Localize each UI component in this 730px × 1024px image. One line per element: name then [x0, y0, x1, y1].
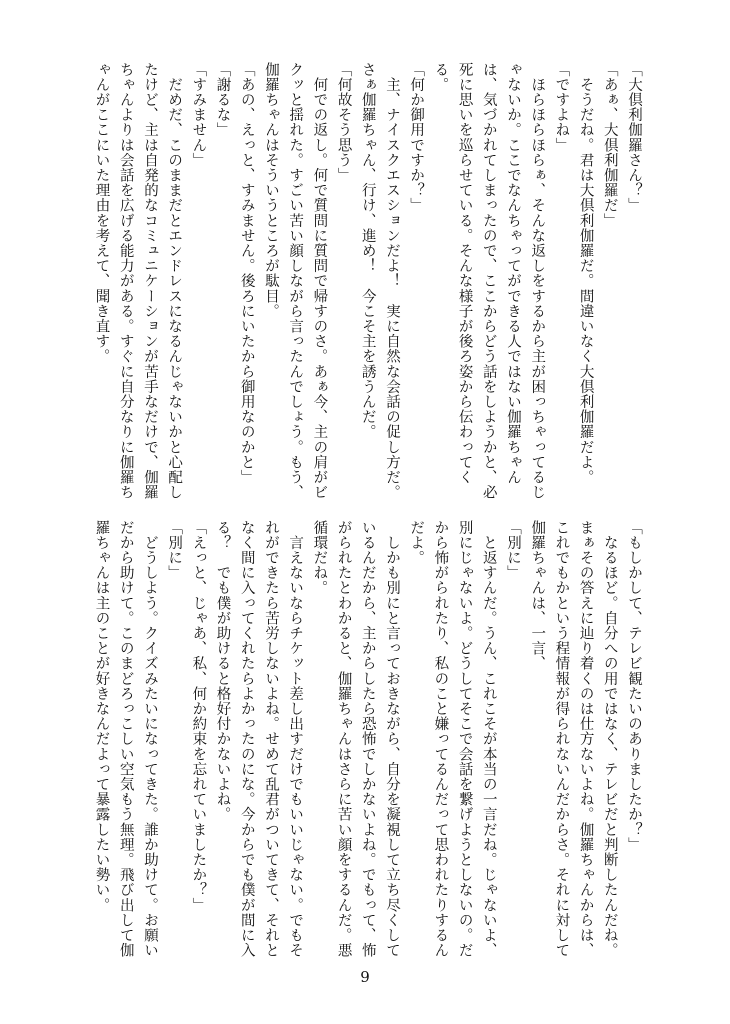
- lower-text-column: [80, 520, 646, 972]
- paragraph: 「別に」: [166, 520, 183, 581]
- paragraph: と返すんだ。うん、これこそが本当の一言だね。じゃないよ、別にじゃないよ。どうしてそこで会話を繋げようとしないの。だから怖がられたり、私のこと嫌ってるんだって思われたりするんだよ。: [408, 520, 497, 958]
- paragraph: そうだね。君は大倶利伽羅だ。間違いなく大倶利伽羅だよ。: [577, 62, 594, 485]
- paragraph: 「何故そう思う」: [335, 62, 352, 183]
- paragraph: 「何か御用ですか？」: [408, 62, 425, 213]
- paragraph: 「もしかして、テレビ観たいのありましたか？」: [626, 520, 642, 853]
- paragraph: 主、ナイスクエスションだよ！ 実に自然な会話の促し方だ。さぁ伽羅ちゃん、行け、進め！ 今こそ主を誘うんだ。: [359, 62, 400, 500]
- paragraph: なるほど。自分への用ではなく、テレビだと判断したんだね。まぁその答えに辿り着くのは仕方ないよね。伽羅ちゃんからは、これでもかという程情報が得られないんだからさ。それに対して伽羅ちゃんは、一言、: [529, 520, 618, 958]
- upper-text-column: [80, 62, 646, 514]
- paragraph: 何での返し。何で質問に質問で帰すのさ。あぁ今、主の肩がビクッと揺れた。すごい苦い顔しながら言ったんでしょう。もう、伽羅ちゃんはそういうところが駄目。: [262, 62, 328, 500]
- paragraph: 言えないならチケット差し出すだけでもいいじゃない。でもそれができたら苦労しないよね。せめて乱君がついてきて、それとなく間に入ってくれたらよかったのにな。今からでも僕が間に入る？ でも僕が助けると格好付かないよね。: [214, 520, 304, 958]
- paragraph: 「すみません」: [190, 62, 207, 168]
- paragraph: 「あの、えっと、すみません。後ろにいたから御用なのかと」: [238, 62, 255, 485]
- paragraph: 「えっと、じゃあ、私、何か約束を忘れていましたか？」: [190, 520, 207, 913]
- paragraph: 「大倶利伽羅さん？」: [626, 62, 642, 213]
- paragraph: 「別に」: [504, 520, 521, 581]
- page-number: 9: [360, 968, 370, 986]
- paragraph: 「あぁ、大倶利伽羅だ」: [601, 62, 618, 229]
- paragraph: しかも別にと言っておきながら、自分を凝視して立ち尽くしているんだから、主からしたら恐怖でしかないよね。でもって、怖がられたとわかると、伽羅ちゃんはさらに苦い顔をするんだ。悪循環だね。: [311, 520, 400, 958]
- paragraph: だめだ、このままだとエンドレスになるんじゃないかと心配したけど、主は自発的なコミュニケーションが苦手なだけで、伽羅ちゃんよりは会話を広げる能力がある。すぐに自分なりに伽羅ちゃんがここにいた理由を考えて、聞き直す。: [93, 62, 183, 500]
- paragraph: 「謝るな」: [214, 62, 231, 138]
- paragraph: ほらほらほらぁ、そんな返しをするから主が困っちゃってるじゃないか。ここでなんちゃってができる人ではない伽羅ちゃんは、気づかれてしまったので、ここからどう話をしようかと、必死に思いを巡らせている。そんな様子が後ろ姿から伝わってくる。: [432, 62, 546, 500]
- paragraph: 「ですよね」: [553, 62, 570, 153]
- paragraph: どうしよう。クイズみたいになってきた。誰か助けて。お願いだから助けて。このまどろっこしい空気もう無理。飛び出して伽羅ちゃんは主のことが好きなんだよって暴露したい勢い。: [93, 520, 158, 958]
